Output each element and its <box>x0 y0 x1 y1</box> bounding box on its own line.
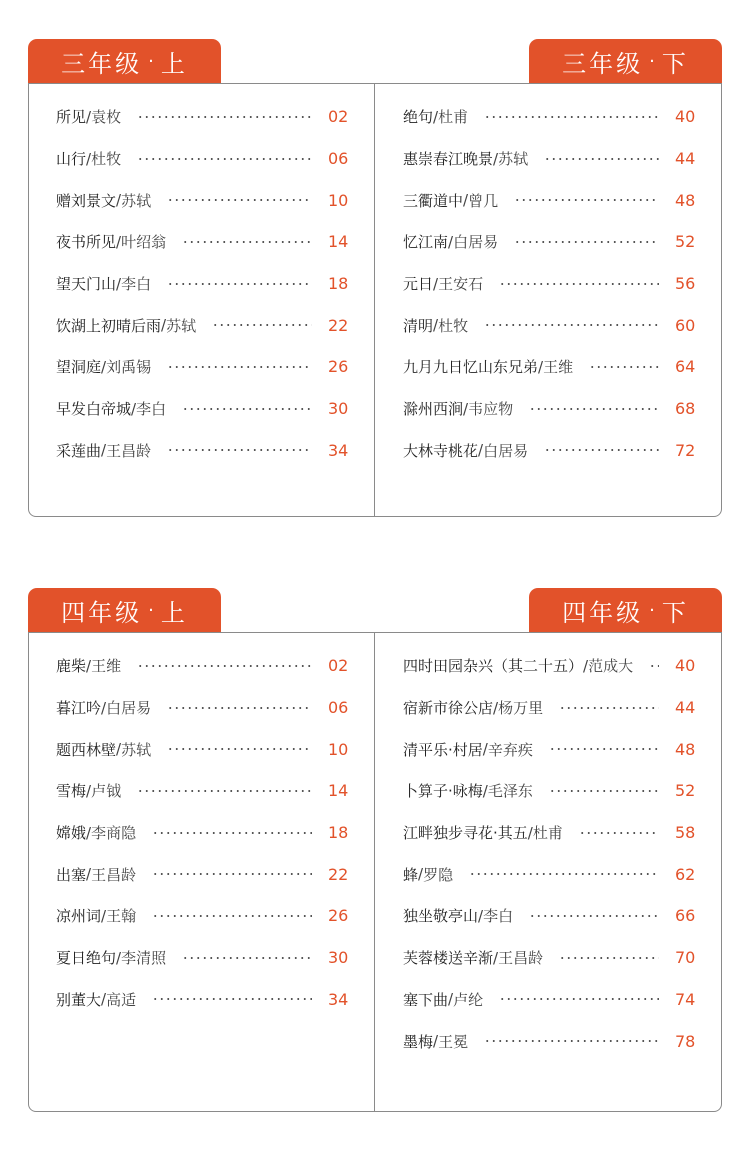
separator: / <box>101 990 107 1009</box>
page-number: 30 <box>328 399 349 419</box>
separator: / <box>116 274 122 293</box>
toc-entry[interactable] <box>403 304 695 346</box>
tab-part: 下 <box>661 599 689 627</box>
poem-title: 饮湖上初晴后雨 <box>56 316 162 335</box>
toc-entry[interactable] <box>403 812 695 854</box>
separator: / <box>86 865 92 884</box>
poet-name: 王翰 <box>106 907 137 926</box>
tab-name: 三年级 <box>562 50 644 78</box>
separator: / <box>116 191 122 210</box>
page-number: 66 <box>675 906 696 926</box>
toc-entry[interactable] <box>403 937 695 979</box>
poet-name: 韦应物 <box>468 400 514 419</box>
page-number: 34 <box>328 440 349 460</box>
toc-entry[interactable] <box>403 728 695 770</box>
toc-column-lower <box>375 84 721 516</box>
dot-leader <box>544 158 659 160</box>
separator: / <box>583 656 589 675</box>
poem-title: 望洞庭 <box>56 358 102 377</box>
toc-entry[interactable] <box>56 895 348 937</box>
separator: / <box>418 865 424 884</box>
dot-leader <box>182 408 312 410</box>
toc-entry[interactable] <box>56 179 348 221</box>
poem-title: 忆江南 <box>403 233 449 252</box>
page-number: 18 <box>328 823 349 843</box>
separator: / <box>86 656 92 675</box>
poet-name: 辛弃疾 <box>487 740 533 759</box>
toc-entry[interactable] <box>403 770 695 812</box>
toc-entry[interactable] <box>56 304 348 346</box>
tab-dot: · <box>148 51 157 72</box>
poet-name: 李白 <box>136 400 167 419</box>
poet-name: 杨万里 <box>498 699 544 718</box>
page-number: 70 <box>675 948 696 968</box>
poem-title: 四时田园杂兴（其二十五） <box>403 657 584 676</box>
separator: / <box>527 823 533 842</box>
tab-grade4-lower <box>529 588 722 633</box>
page-number: 64 <box>675 357 696 377</box>
separator: / <box>101 906 107 925</box>
separator: / <box>86 107 92 126</box>
tab-dot: · <box>649 51 658 72</box>
toc-entry[interactable] <box>56 96 348 138</box>
poem-title: 独坐敬亭山 <box>403 907 479 926</box>
tab-part: 上 <box>160 599 188 627</box>
toc-entry[interactable] <box>56 687 348 729</box>
poet-name: 高适 <box>106 990 137 1009</box>
tab-dot: · <box>148 600 157 621</box>
poet-name: 王安石 <box>438 275 484 294</box>
separator: / <box>116 232 122 251</box>
dot-leader <box>559 707 659 709</box>
dot-leader <box>212 324 312 326</box>
poem-title: 清平乐·村居 <box>403 740 483 759</box>
grade3-section <box>28 39 722 517</box>
separator: / <box>482 781 488 800</box>
poet-name: 王维 <box>91 657 122 676</box>
dot-leader <box>137 116 312 118</box>
dot-leader <box>484 116 659 118</box>
poet-name: 王维 <box>543 358 574 377</box>
dot-leader <box>514 241 659 243</box>
grade4-section <box>28 588 722 1112</box>
poem-title: 墨梅 <box>403 1032 434 1051</box>
page-number: 26 <box>328 357 349 377</box>
separator: / <box>478 906 484 925</box>
page-number: 22 <box>328 864 349 884</box>
dot-leader <box>182 241 312 243</box>
page-number: 44 <box>675 698 696 718</box>
poet-name: 叶绍翁 <box>121 233 167 252</box>
poet-name: 李清照 <box>121 949 167 968</box>
toc-column-lower <box>375 633 721 1111</box>
poem-title: 大林寺桃花 <box>403 441 479 460</box>
poet-name: 苏轼 <box>121 191 152 210</box>
page-number: 68 <box>675 399 696 419</box>
poet-name: 杜牧 <box>91 150 122 169</box>
dot-leader <box>152 915 312 917</box>
dot-leader <box>167 449 312 451</box>
tab-name: 三年级 <box>61 50 143 78</box>
page-number: 02 <box>328 107 349 127</box>
poet-name: 袁枚 <box>91 108 122 127</box>
poet-name: 罗隐 <box>423 865 454 884</box>
separator: / <box>493 948 499 967</box>
poem-title: 夜书所见 <box>56 233 117 252</box>
poet-name: 曾几 <box>468 191 499 210</box>
separator: / <box>101 357 107 376</box>
separator: / <box>433 316 439 335</box>
separator: / <box>478 441 484 460</box>
toc-entry[interactable] <box>56 645 348 687</box>
toc-column-upper <box>29 633 375 1111</box>
dot-leader <box>167 748 312 750</box>
toc-entry[interactable] <box>56 728 348 770</box>
separator: / <box>463 399 469 418</box>
page-number: 58 <box>675 823 696 843</box>
poem-title: 暮江吟 <box>56 699 102 718</box>
separator: / <box>101 441 107 460</box>
toc-entry[interactable] <box>56 430 348 472</box>
page-number: 78 <box>675 1031 696 1051</box>
dot-leader <box>167 366 312 368</box>
toc-entry[interactable] <box>403 346 695 388</box>
poet-name: 王昌龄 <box>498 949 544 968</box>
page-number: 74 <box>675 989 696 1009</box>
page-number: 02 <box>328 656 349 676</box>
separator: / <box>482 740 488 759</box>
dot-leader <box>549 790 659 792</box>
toc-entry[interactable] <box>403 979 695 1021</box>
separator: / <box>538 357 544 376</box>
page-number: 34 <box>328 989 349 1009</box>
dot-leader <box>499 998 659 1000</box>
separator: / <box>463 191 469 210</box>
poet-name: 苏轼 <box>498 150 529 169</box>
separator: / <box>101 698 107 717</box>
poet-name: 白居易 <box>483 441 529 460</box>
dot-leader <box>469 873 659 875</box>
separator: / <box>86 149 92 168</box>
separator: / <box>116 948 122 967</box>
poet-name: 卢纶 <box>453 990 484 1009</box>
poem-title: 采莲曲 <box>56 441 102 460</box>
separator: / <box>86 823 92 842</box>
page-number: 30 <box>328 948 349 968</box>
page-number: 40 <box>675 656 696 676</box>
page-number: 72 <box>675 440 696 460</box>
separator: / <box>116 740 122 759</box>
poem-title: 所见 <box>56 108 87 127</box>
dot-leader <box>152 873 312 875</box>
poet-name: 苏轼 <box>121 740 152 759</box>
poet-name: 李商隐 <box>91 824 137 843</box>
toc-entry[interactable] <box>56 853 348 895</box>
toc-entry[interactable] <box>56 770 348 812</box>
poem-title: 山行 <box>56 150 87 169</box>
tab-dot: · <box>649 600 658 621</box>
poet-name: 李白 <box>483 907 514 926</box>
separator: / <box>493 149 499 168</box>
dot-leader <box>167 707 312 709</box>
page-number: 18 <box>328 274 349 294</box>
page-number: 26 <box>328 906 349 926</box>
poet-name: 杜甫 <box>532 824 563 843</box>
poem-title: 塞下曲 <box>403 990 449 1009</box>
separator: / <box>433 1032 439 1051</box>
dot-leader <box>544 449 659 451</box>
poet-name: 杜甫 <box>438 108 469 127</box>
toc-entry[interactable] <box>56 979 348 1021</box>
tab-part: 下 <box>661 50 689 78</box>
toc-box <box>28 83 722 517</box>
poem-title: 出塞 <box>56 865 87 884</box>
toc-entry[interactable] <box>403 895 695 937</box>
poem-title: 清明 <box>403 316 434 335</box>
toc-entry[interactable] <box>403 853 695 895</box>
page-number: 14 <box>328 781 349 801</box>
dot-leader <box>137 158 312 160</box>
page-number: 48 <box>675 190 696 210</box>
poet-name: 卢钺 <box>91 782 122 801</box>
toc-entry[interactable] <box>56 263 348 305</box>
poem-title: 江畔独步寻花·其五 <box>403 824 528 843</box>
tab-grade3-upper <box>28 39 221 84</box>
page-number: 10 <box>328 739 349 759</box>
poet-name: 王昌龄 <box>106 441 152 460</box>
dot-leader <box>579 832 659 834</box>
poem-title: 芙蓉楼送辛渐 <box>403 949 494 968</box>
poet-name: 白居易 <box>106 699 152 718</box>
toc-entry[interactable] <box>403 263 695 305</box>
page-number: 10 <box>328 190 349 210</box>
poet-name: 范成大 <box>588 657 634 676</box>
dot-leader <box>182 957 312 959</box>
poem-title: 宿新市徐公店 <box>403 699 494 718</box>
toc-entry[interactable] <box>403 138 695 180</box>
toc-entry[interactable] <box>56 937 348 979</box>
poem-title: 凉州词 <box>56 907 102 926</box>
separator: / <box>433 274 439 293</box>
poem-title: 元日 <box>403 275 434 294</box>
separator: / <box>131 399 137 418</box>
poem-title: 题西林壁 <box>56 740 117 759</box>
poet-name: 王昌龄 <box>91 865 137 884</box>
poem-title: 蜂 <box>403 865 419 884</box>
separator: / <box>433 107 439 126</box>
page-number: 40 <box>675 107 696 127</box>
dot-leader <box>589 366 659 368</box>
page-number: 56 <box>675 274 696 294</box>
poem-title: 鹿柴 <box>56 657 87 676</box>
poem-title: 雪梅 <box>56 782 87 801</box>
dot-leader <box>152 998 312 1000</box>
tab-name: 四年级 <box>61 599 143 627</box>
toc-entry[interactable] <box>403 221 695 263</box>
page-number: 44 <box>675 149 696 169</box>
tab-part: 上 <box>160 50 188 78</box>
poet-name: 白居易 <box>453 233 499 252</box>
toc-entry[interactable] <box>56 221 348 263</box>
dot-leader <box>137 665 312 667</box>
toc-entry[interactable] <box>403 645 695 687</box>
poem-title: 望天门山 <box>56 275 117 294</box>
toc-entry[interactable] <box>56 388 348 430</box>
dot-leader <box>514 199 659 201</box>
poem-title: 惠崇春江晚景 <box>403 150 494 169</box>
toc-entry[interactable] <box>403 430 695 472</box>
poem-title: 九月九日忆山东兄弟 <box>403 358 539 377</box>
poem-title: 三衢道中 <box>403 191 464 210</box>
dot-leader <box>529 915 659 917</box>
page-number: 52 <box>675 232 696 252</box>
page-number: 52 <box>675 781 696 801</box>
separator: / <box>161 316 167 335</box>
poem-title: 赠刘景文 <box>56 191 117 210</box>
page-number: 62 <box>675 864 696 884</box>
toc-entry[interactable] <box>56 138 348 180</box>
poet-name: 李白 <box>121 275 152 294</box>
toc-entry[interactable] <box>403 96 695 138</box>
toc-entry[interactable] <box>403 1020 695 1062</box>
poet-name: 苏轼 <box>166 316 197 335</box>
page-number: 22 <box>328 315 349 335</box>
poem-title: 嫦娥 <box>56 824 87 843</box>
toc-entry[interactable] <box>403 388 695 430</box>
page-number: 48 <box>675 739 696 759</box>
separator: / <box>493 698 499 717</box>
poem-title: 别董大 <box>56 990 102 1009</box>
poem-title: 卜算子·咏梅 <box>403 782 483 801</box>
poet-name: 杜牧 <box>438 316 469 335</box>
page-number: 06 <box>328 149 349 169</box>
toc-entry[interactable] <box>403 179 695 221</box>
toc-box <box>28 632 722 1112</box>
poem-title: 夏日绝句 <box>56 949 117 968</box>
tab-grade3-lower <box>529 39 722 84</box>
dot-leader <box>529 408 659 410</box>
dot-leader <box>649 665 659 667</box>
separator: / <box>448 990 454 1009</box>
separator: / <box>448 232 454 251</box>
tab-grade4-upper <box>28 588 221 633</box>
dot-leader <box>167 199 312 201</box>
toc-entry[interactable] <box>403 687 695 729</box>
page-number: 06 <box>328 698 349 718</box>
toc-column-upper <box>29 84 375 516</box>
poem-title: 滁州西涧 <box>403 400 464 419</box>
dot-leader <box>152 832 312 834</box>
page-number: 14 <box>328 232 349 252</box>
poem-title: 早发白帝城 <box>56 400 132 419</box>
dot-leader <box>484 324 659 326</box>
dot-leader <box>499 283 659 285</box>
poet-name: 毛泽东 <box>487 782 533 801</box>
dot-leader <box>484 1040 659 1042</box>
poem-title: 绝句 <box>403 108 434 127</box>
dot-leader <box>137 790 312 792</box>
tab-name: 四年级 <box>562 599 644 627</box>
poet-name: 刘禹锡 <box>106 358 152 377</box>
page-number: 60 <box>675 315 696 335</box>
dot-leader <box>559 957 659 959</box>
dot-leader <box>167 283 312 285</box>
dot-leader <box>549 748 659 750</box>
toc-entry[interactable] <box>56 812 348 854</box>
separator: / <box>86 781 92 800</box>
toc-entry[interactable] <box>56 346 348 388</box>
poet-name: 王冕 <box>438 1032 469 1051</box>
